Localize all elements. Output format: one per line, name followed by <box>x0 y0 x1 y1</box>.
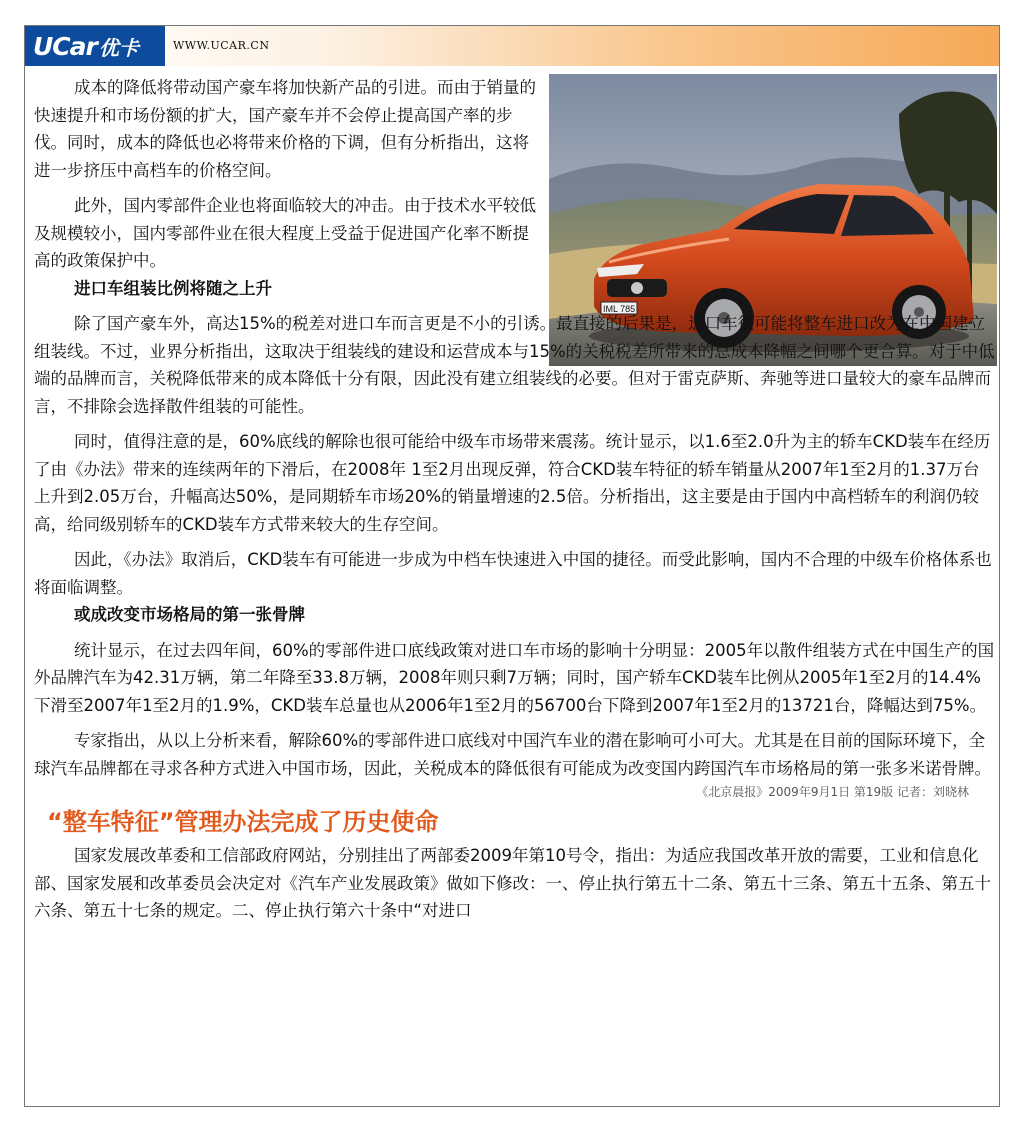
section-title: “整车特征”管理办法完成了历史使命 <box>47 808 439 836</box>
logo-chinese: 优卡 <box>98 35 139 60</box>
article-body <box>25 74 995 925</box>
subheading: 进口车组装比例将随之上升 <box>74 278 272 298</box>
article-paragraph: 同时，值得注意的是，60%底线的解除也很可能给中级车市场带来震荡。统计显示，以1.6至2.0升为主的轿车CKD装车在经历了由《办法》带来的连续两年的下滑后，在2008年 1至2月出现反弹，符合CKD装车特征的轿车销量从2007年1至2月的1.37万台上升到2.05万台，升幅高达50%，是同期轿车市场20%的销量增速的2.5倍。分析指出，这主要是由于国内中高档轿车的利润仍较高，给同级别轿车的CKD装车方式带来较大的生存空间。 <box>34 432 991 534</box>
article-paragraph: 专家指出，从以上分析来看，解除60%的零部件进口底线对中国汽车业的潜在影响可小可大。尤其是在目前的国际环境下，全球汽车品牌都在寻求各种方式进入中国市场，因此，关税成本的降低很有可能成为改变国内跨国汽车市场格局的第一张多米诺骨牌。 <box>34 731 991 778</box>
article-paragraph: 此外，国内零部件企业也将面临较大的冲击。由于技术水平较低及规模较小，国内零部件业在很大程度上受益于促进国产化率不断提高的政策保护中。 <box>34 196 536 270</box>
logo-english: UCar <box>33 31 97 61</box>
article-source: 《北京晨报》2009年9月1日 第19版 记者：刘晓林 <box>696 785 969 799</box>
article-paragraph: 成本的降低将带动国产豪车将加快新产品的引进。而由于销量的快速提升和市场份额的扩大，国产豪车并不会停止提高国产率的步伐。同时，成本的降低也必将带来价格的下调，但有分析指出，这将进一步挤压中高档车的价格空间。 <box>34 78 536 180</box>
page-frame <box>24 25 1000 1107</box>
site-url[interactable]: WWW.UCAR.CN <box>173 39 270 52</box>
article-paragraph: 国家发展改革委和工信部政府网站，分别挂出了两部委2009年第10号令，指出：为适应我国改革开放的需要，工业和信息化部、国家发展和改革委员会决定对《汽车产业发展政策》做如下修改：一、停止执行第五十二条、第五十三条、第五十五条、第五十六条、第五十七条的规定。二、停止执行第六十条中“对进口 <box>34 846 991 920</box>
ucar-logo[interactable] <box>25 26 165 66</box>
article-paragraph: 因此，《办法》取消后，CKD装车有可能进一步成为中档车快速进入中国的捷径。而受此影响，国内不合理的中级车价格体系也将面临调整。 <box>34 550 992 597</box>
subheading: 或成改变市场格局的第一张骨牌 <box>74 605 305 624</box>
article-paragraph: 除了国产豪车外，高达15%的税差对进口车而言更是不小的引诱。最直接的后果是，进口车很可能将整车进口改为在中国建立组装线。不过，业界分析指出，这取决于组装线的建设和运营成本与15%的关税税差所带来的总成本降幅之间哪个更合算。对于中低端的品牌而言，关税降低带来的成本降低十分有限，因此没有建立组装线的必要。但对于雷克萨斯、奔驰等进口量较大的豪车品牌而言，不排除会选择散件组装的可能性。 <box>34 314 995 416</box>
license-plate: IML 785 <box>603 304 636 314</box>
site-header <box>25 26 999 66</box>
article-paragraph: 统计显示，在过去四年间，60%的零部件进口底线政策对进口车市场的影响十分明显：2005年以散件组装方式在中国生产的国外品牌汽车为42.31万辆，第二年降至33.8万辆，2008年则只剩7万辆；同时，国产轿车CKD装车比例从2005年1至2月的14.4%下滑至2007年1至2月的1.9%，CKD装车总量也从2006年1至2月的56700台下降到2007年1至2月的13721台，降幅达到75%。 <box>34 640 995 715</box>
